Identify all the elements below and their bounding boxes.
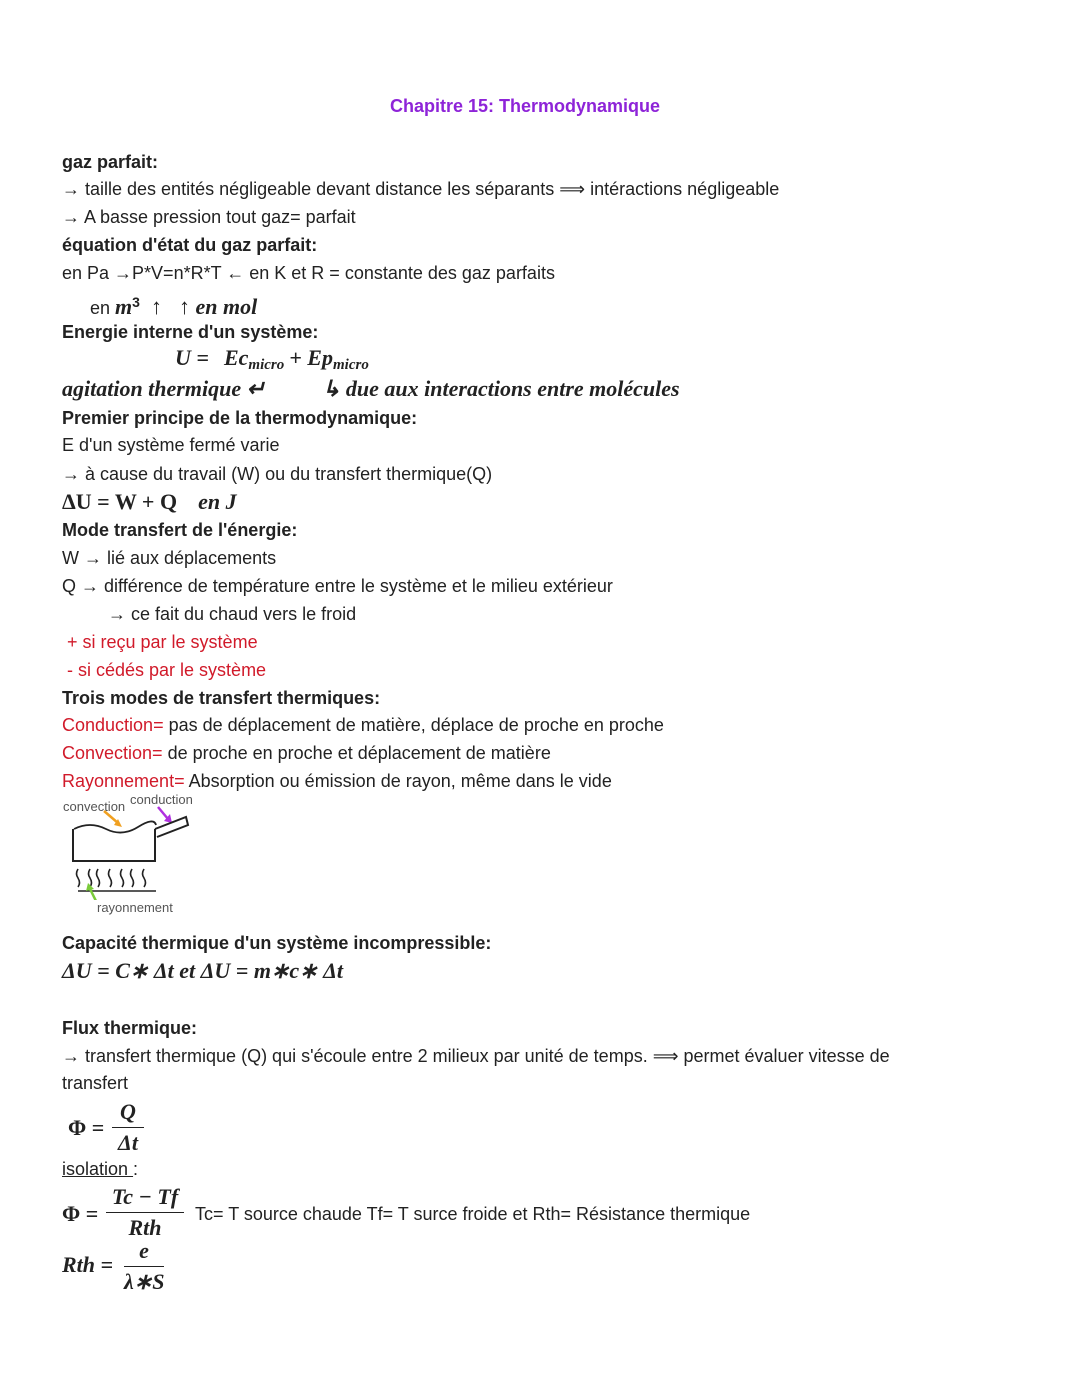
flux-bar: [112, 1127, 144, 1128]
convection-label: Convection=: [62, 743, 163, 763]
pan-body: [73, 829, 155, 861]
heading-mode-transfert: Mode transfert de l'énergie:: [62, 520, 298, 540]
rth-den: λ∗S: [124, 1269, 165, 1294]
premier-line-2: → à cause du travail (W) ou du transfert thermique(Q): [62, 464, 493, 484]
rth-num: e: [139, 1238, 149, 1263]
etat-line-2: [90, 290, 257, 320]
rayonnement-label: Rayonnement=: [62, 771, 185, 791]
pan-handle: [155, 817, 188, 837]
heading-premier-principe: Premier principe de la thermodynamique:: [62, 408, 418, 428]
conduction-label: Conduction=: [62, 715, 164, 735]
flux-phi: [68, 1116, 104, 1141]
flux-line-1: → transfert thermique (Q) qui s'écoule entre 2 milieux par unité de temps. ⟹ permet évaluer vitesse de: [62, 1046, 890, 1066]
isolation-num: Tc − Tf: [111, 1184, 179, 1209]
capacite-equation: [62, 959, 343, 984]
mode-line-chaud: → ce fait du chaud vers le froid: [108, 604, 357, 624]
figure-label-conduction: conduction: [130, 792, 193, 807]
flux-phi-symbol: Φ =: [68, 1115, 105, 1140]
heading-equation-etat: équation d'état du gaz parfait:: [62, 235, 318, 255]
rth-symbol: Rth =: [62, 1252, 114, 1277]
note-agitation: agitation thermique ↵: [62, 376, 266, 401]
rth-fraction: [124, 1238, 164, 1295]
mode-minus: - si cédés par le système: [67, 660, 267, 680]
eq-u: U =: [175, 345, 209, 370]
eq-unit: en J: [198, 489, 237, 514]
convection-arrow-icon: [104, 811, 122, 827]
gaz-line-1: → taille des entités négligeable devant distance les séparants ⟹ intéractions négligeable: [62, 179, 780, 199]
isolation-phi: [62, 1202, 98, 1227]
flux-line-2: transfert: [62, 1073, 129, 1093]
conduction-line: [62, 713, 664, 737]
isolation-label-line: [62, 1157, 138, 1181]
isolation-phi-symbol: Φ =: [62, 1201, 99, 1226]
isolation-bar: [106, 1212, 184, 1213]
rth-line: [62, 1253, 113, 1278]
rayonnement-text: Absorption ou émission de rayon, même dans le vide: [184, 771, 612, 791]
conduction-arrow-icon: [158, 807, 172, 823]
etat-mol: ↑ en mol: [179, 294, 258, 319]
flux-num: Q: [120, 1099, 136, 1124]
figure-label-convection: convection: [63, 799, 126, 814]
eq-micro-2: micro: [332, 357, 369, 373]
figure-label-rayonnement: rayonnement: [97, 900, 173, 915]
isolation-colon: :: [133, 1159, 139, 1179]
etat-exp: 3: [132, 294, 140, 310]
heading-flux: Flux thermique:: [62, 1018, 198, 1038]
note-interactions: ↳ due aux interactions entre molécules: [322, 376, 680, 401]
heading-energie-interne: Energie interne d'un système:: [62, 322, 319, 342]
gaz-line-2: → A basse pression tout gaz= parfait: [62, 207, 356, 227]
eq-ep: + Ep: [289, 345, 333, 370]
convection-line: [62, 741, 551, 765]
isolation-note: Tc= T source chaude Tf= T surce froide et Rth= Résistance thermique: [195, 1204, 751, 1224]
premier-equation: [62, 490, 237, 515]
heading-gaz-parfait: gaz parfait:: [62, 152, 159, 172]
conduction-text: pas de déplacement de matière, déplace de proche en proche: [163, 715, 664, 735]
mode-line-w: W → lié aux déplacements: [62, 548, 277, 568]
mode-line-q: Q → différence de température entre le système et le milieu extérieur: [62, 576, 613, 596]
rayonnement-line: [62, 769, 612, 793]
etat-line-1: en Pa →P*V=n*R*T ← en K et R = constante des gaz parfaits: [62, 263, 555, 283]
isolation-label: isolation: [62, 1159, 134, 1179]
eq-micro-1: micro: [248, 357, 285, 373]
isolation-den: Rth: [128, 1215, 162, 1240]
heading-capacite: Capacité thermique d'un système incompressible:: [62, 933, 492, 953]
mode-plus: + si reçu par le système: [67, 632, 258, 652]
premier-line-1: E d'un système fermé varie: [62, 435, 280, 455]
etat-en: en: [90, 298, 111, 318]
eq-ec: Ec: [223, 345, 249, 370]
convection-text: de proche en proche et déplacement de matière: [162, 743, 551, 763]
pan-diagram: [60, 805, 200, 900]
isolation-fraction: [106, 1184, 184, 1241]
heading-trois-modes: Trois modes de transfert thermiques:: [62, 688, 381, 708]
etat-m: m: [115, 294, 133, 319]
page-title: Chapitre 15: Thermodynamique: [390, 96, 661, 116]
eq-delta-u: ΔU = W + Q: [62, 489, 178, 514]
flux-fraction: [112, 1099, 144, 1156]
flux-den: Δt: [118, 1130, 138, 1155]
up-arrow-icon: ↑: [150, 294, 162, 319]
energie-equation: [175, 346, 369, 377]
capacite-eq: ΔU = C∗ Δt et ΔU = m∗c∗ Δt: [62, 958, 343, 983]
water-wave: [74, 821, 156, 832]
rth-bar: [124, 1266, 164, 1267]
